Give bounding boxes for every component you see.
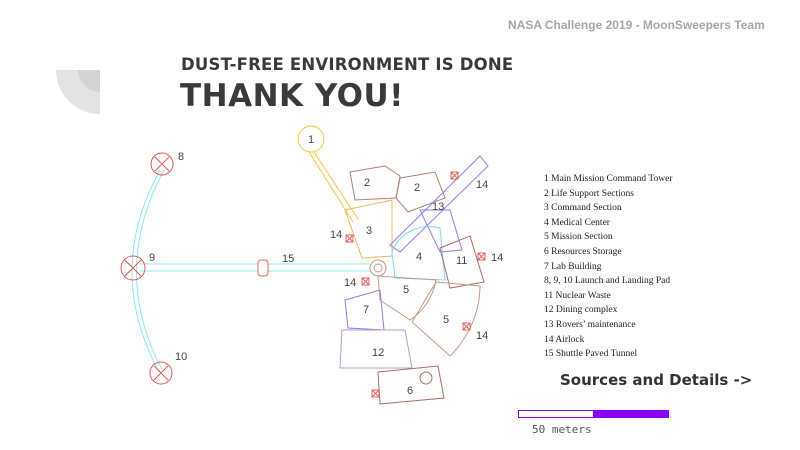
scale-bar-solid-segment bbox=[594, 410, 669, 418]
map-label-8: 8 bbox=[178, 151, 185, 163]
scale-label: 50 meters bbox=[532, 423, 592, 436]
scale-bar-hollow-segment bbox=[518, 410, 594, 418]
map-label-1: 1 bbox=[308, 134, 315, 146]
team-header: NASA Challenge 2019 - MoonSweepers Team bbox=[508, 18, 765, 32]
page-title: THANK YOU! bbox=[180, 78, 404, 114]
tower-connector bbox=[309, 152, 353, 222]
map-label-14: 14 bbox=[491, 252, 504, 264]
map-legend bbox=[544, 172, 672, 362]
legend-item: 15 Shuttle Paved Tunnel bbox=[544, 349, 638, 360]
map-label-14: 14 bbox=[344, 277, 357, 289]
launch-pad-8 bbox=[151, 153, 173, 175]
map-label-11: 11 bbox=[456, 255, 468, 267]
legend-item: 4 Medical Center bbox=[544, 217, 610, 228]
rovers-bay bbox=[420, 210, 462, 252]
mission-section-inner bbox=[378, 276, 436, 320]
legend-item: 5 Mission Section bbox=[544, 232, 613, 243]
map-label-14: 14 bbox=[476, 179, 489, 191]
map-label-12: 12 bbox=[372, 347, 385, 359]
map-label-5: 5 bbox=[443, 314, 450, 326]
launch-pad-10 bbox=[150, 362, 172, 384]
map-label-14: 14 bbox=[330, 229, 343, 241]
scale-bar bbox=[518, 410, 669, 418]
legend-item: 8, 9, 10 Launch and Landing Pad bbox=[544, 276, 671, 287]
legend-item: 1 Main Mission Command Tower bbox=[544, 174, 673, 184]
map-label-10: 10 bbox=[175, 351, 188, 363]
central-hub bbox=[370, 260, 386, 276]
map-label-6: 6 bbox=[407, 385, 414, 397]
legend-item: 3 Command Section bbox=[544, 203, 622, 214]
legend-item: 2 Life Support Sections bbox=[544, 188, 634, 199]
map-label-5: 5 bbox=[403, 284, 410, 296]
map-label-4: 4 bbox=[416, 251, 423, 263]
map-label-3: 3 bbox=[366, 225, 373, 237]
subtitle: DUST-FREE ENVIRONMENT IS DONE bbox=[181, 55, 514, 74]
legend-item: 11 Nuclear Waste bbox=[544, 290, 611, 301]
storage-silo bbox=[420, 372, 432, 384]
legend-item: 14 Airlock bbox=[544, 334, 585, 345]
map-label-2: 2 bbox=[414, 182, 421, 194]
central-hub-inner bbox=[374, 264, 382, 272]
map-label-7: 7 bbox=[363, 304, 370, 316]
tunnel-airlock bbox=[258, 260, 268, 276]
legend-item: 13 Rovers’ maintenance bbox=[544, 319, 636, 330]
map-label-14: 14 bbox=[476, 330, 489, 342]
pad-connector-arc-inner bbox=[136, 170, 164, 370]
map-label-2: 2 bbox=[364, 177, 371, 189]
life-support-left bbox=[350, 166, 400, 200]
sources-and-details-link[interactable]: Sources and Details -> bbox=[560, 371, 753, 389]
legend-item: 6 Resources Storage bbox=[544, 246, 622, 257]
legend-item: 7 Lab Building bbox=[544, 261, 602, 272]
map-label-15: 15 bbox=[282, 253, 295, 265]
legend-item: 12 Dining complex bbox=[544, 305, 618, 316]
launch-pad-9 bbox=[121, 256, 145, 280]
map-label-9: 9 bbox=[149, 252, 156, 264]
map-label-13: 13 bbox=[432, 201, 445, 213]
